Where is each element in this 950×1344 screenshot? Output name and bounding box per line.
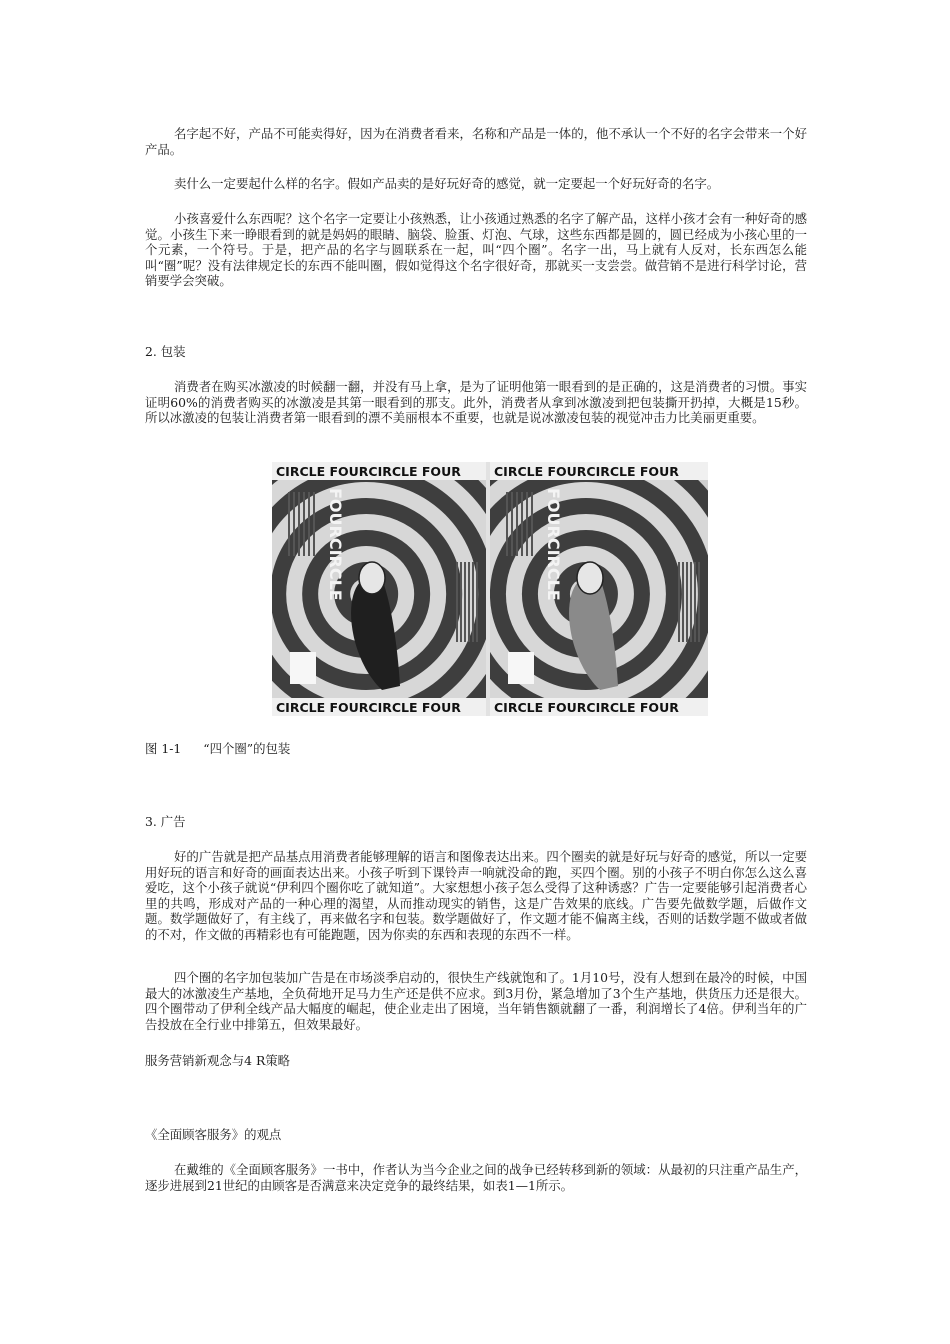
- section-heading-service-marketing: 服务营销新观念与4 R策略: [145, 1053, 291, 1068]
- package-vertical-text: FOURCIRCLE: [544, 488, 563, 601]
- package-side-text: [690, 562, 692, 642]
- figure-caption-text: “四个圈”的包装: [203, 741, 291, 756]
- section-heading-total-customer-service: 《全面顾客服务》的观点: [145, 1127, 282, 1142]
- package-side-text: [686, 562, 688, 642]
- package-side-text: [456, 562, 458, 642]
- package-side-text: [472, 562, 474, 642]
- package-side-text: [308, 492, 310, 556]
- packaging-illustration: [272, 462, 708, 716]
- package-side-text: [526, 492, 528, 556]
- package-band-text-bottom: CIRCLE FOURCIRCLE FOUR: [276, 700, 461, 715]
- paragraph-advertising: 好的广告就是把产品基点用消费者能够理解的语言和图像表达出来。四个圈卖的就是好玩与好奇的感觉，所以一定要用好玩的语言和好奇的画面表达出来。小孩子听到下课铃声一响就没命的跑，买四个圈。别的小孩子不明白你怎么这么喜爱吃，这个小孩子就说“伊利四个圈你吃了就知道”。大家想想小孩子怎么受得了这种诱惑？广告一定要能够引起消费者心里的共鸣，形成对产品的一种心理的渴望，从而推动现实的销售，这是广告效果的底线。广告要先做数学题，后做作文题。数学题做好了，有主线了，再来做名字和包装。数学题做好了，作文题才能不偏离主线，否则的话数学题不做或者做的不对，作文做的再精彩也有可能跑题，因为你卖的东西和表现的东西不一样。: [145, 849, 807, 942]
- package-label-box: [508, 652, 534, 684]
- paragraph-packaging: 消费者在购买冰激凌的时候翻一翻，并没有马上拿，是为了证明他第一眼看到的是正确的，这是消费者的习惯。事实证明60%的消费者购买的冰激凌是其第一眼看到的那支。此外，消费者从拿到冰激凌到把包装撕开扔掉，大概是15秒。所以冰激凌的包装让消费者第一眼看到的漂不美丽根本不重要，也就是说冰激凌包装的视觉冲击力比美丽更重要。: [145, 379, 807, 425]
- package-side-text: [468, 562, 470, 642]
- paragraph-results: 四个圈的名字加包装加广告是在市场淡季启动的，很快生产线就饱和了。1月10号，没有人想到在最冷的时候，中国最大的冰激凌生产基地，全负荷地开足马力生产还是供不应求。到3月份，紧急增加了3个生产基地，供货压力还是很大。四个圈带动了伊利全线产品大幅度的崛起，使企业走出了困境，当年销售额就翻了一番，利润增长了4倍。伊利当年的广告投放在全行业中排第五，但效果最好。: [145, 970, 807, 1032]
- package-panel-1: [272, 462, 526, 716]
- paragraph-four-circles-name: 小孩喜爱什么东西呢？这个名字一定要让小孩熟悉，让小孩通过熟悉的名字了解产品，这样小孩才会有一种好奇的感觉。小孩生下来一睁眼看到的就是妈妈的眼睛、脑袋、脸蛋、灯泡、气球，这些东西都是圆的，圆已经成为小孩心里的一个元素，一个符号。于是，把产品的名字与圆联系在一起，叫“四个圈”。名字一出，马上就有人反对，长东西怎么能叫“圈”呢？没有法律规定长的东西不能叫圈，假如觉得这个名字很好奇，那就买一支尝尝。做营销不是进行科学讨论，营销要学会突破。: [145, 211, 807, 288]
- package-side-text: [511, 492, 513, 556]
- paragraph-name-importance: 名字起不好，产品不可能卖得好，因为在消费者看来，名称和产品是一体的，他不承认一个不好的名字会带来一个好产品。: [145, 126, 807, 157]
- package-side-text: [464, 562, 466, 642]
- package-side-text: [531, 492, 533, 556]
- section-heading-packaging: 2. 包装: [145, 344, 186, 359]
- paragraph-name-match: 卖什么一定要起什么样的名字。假如产品卖的是好玩好奇的感觉，就一定要起一个好玩好奇的名字。: [174, 176, 720, 191]
- package-side-text: [506, 492, 508, 556]
- package-side-text: [682, 562, 684, 642]
- package-side-text: [694, 562, 696, 642]
- ice-cream-tip-icon: [359, 562, 385, 594]
- package-side-text: [521, 492, 523, 556]
- package-side-text: [288, 492, 290, 556]
- figure-caption: [145, 741, 290, 756]
- package-side-text: [293, 492, 295, 556]
- ice-cream-tip-icon: [577, 562, 603, 594]
- package-side-text: [678, 562, 680, 642]
- package-vertical-text: FOURCIRCLE: [326, 488, 345, 601]
- package-side-text: [698, 562, 700, 642]
- package-band-text-top: CIRCLE FOURCIRCLE FOUR: [494, 464, 679, 479]
- package-band-text-top: CIRCLE FOURCIRCLE FOUR: [276, 464, 461, 479]
- package-side-text: [303, 492, 305, 556]
- figure-caption-number: 图 1-1: [145, 741, 182, 756]
- package-side-text: [516, 492, 518, 556]
- section-heading-ads: 3. 广告: [145, 814, 186, 829]
- package-side-text: [476, 562, 478, 642]
- package-side-text: [460, 562, 462, 642]
- package-band-text-bottom: CIRCLE FOURCIRCLE FOUR: [494, 700, 679, 715]
- package-side-text: [313, 492, 315, 556]
- paragraph-total-customer-service: 在戴维的《全面顾客服务》一书中，作者认为当今企业之间的战争已经转移到新的领域：从最初的只注重产品生产，逐步进展到21世纪的由顾客是否满意来决定竞争的最终结果，如表1—1所示。: [145, 1162, 807, 1193]
- package-label-box: [290, 652, 316, 684]
- package-side-text: [298, 492, 300, 556]
- packaging-image: [272, 462, 708, 716]
